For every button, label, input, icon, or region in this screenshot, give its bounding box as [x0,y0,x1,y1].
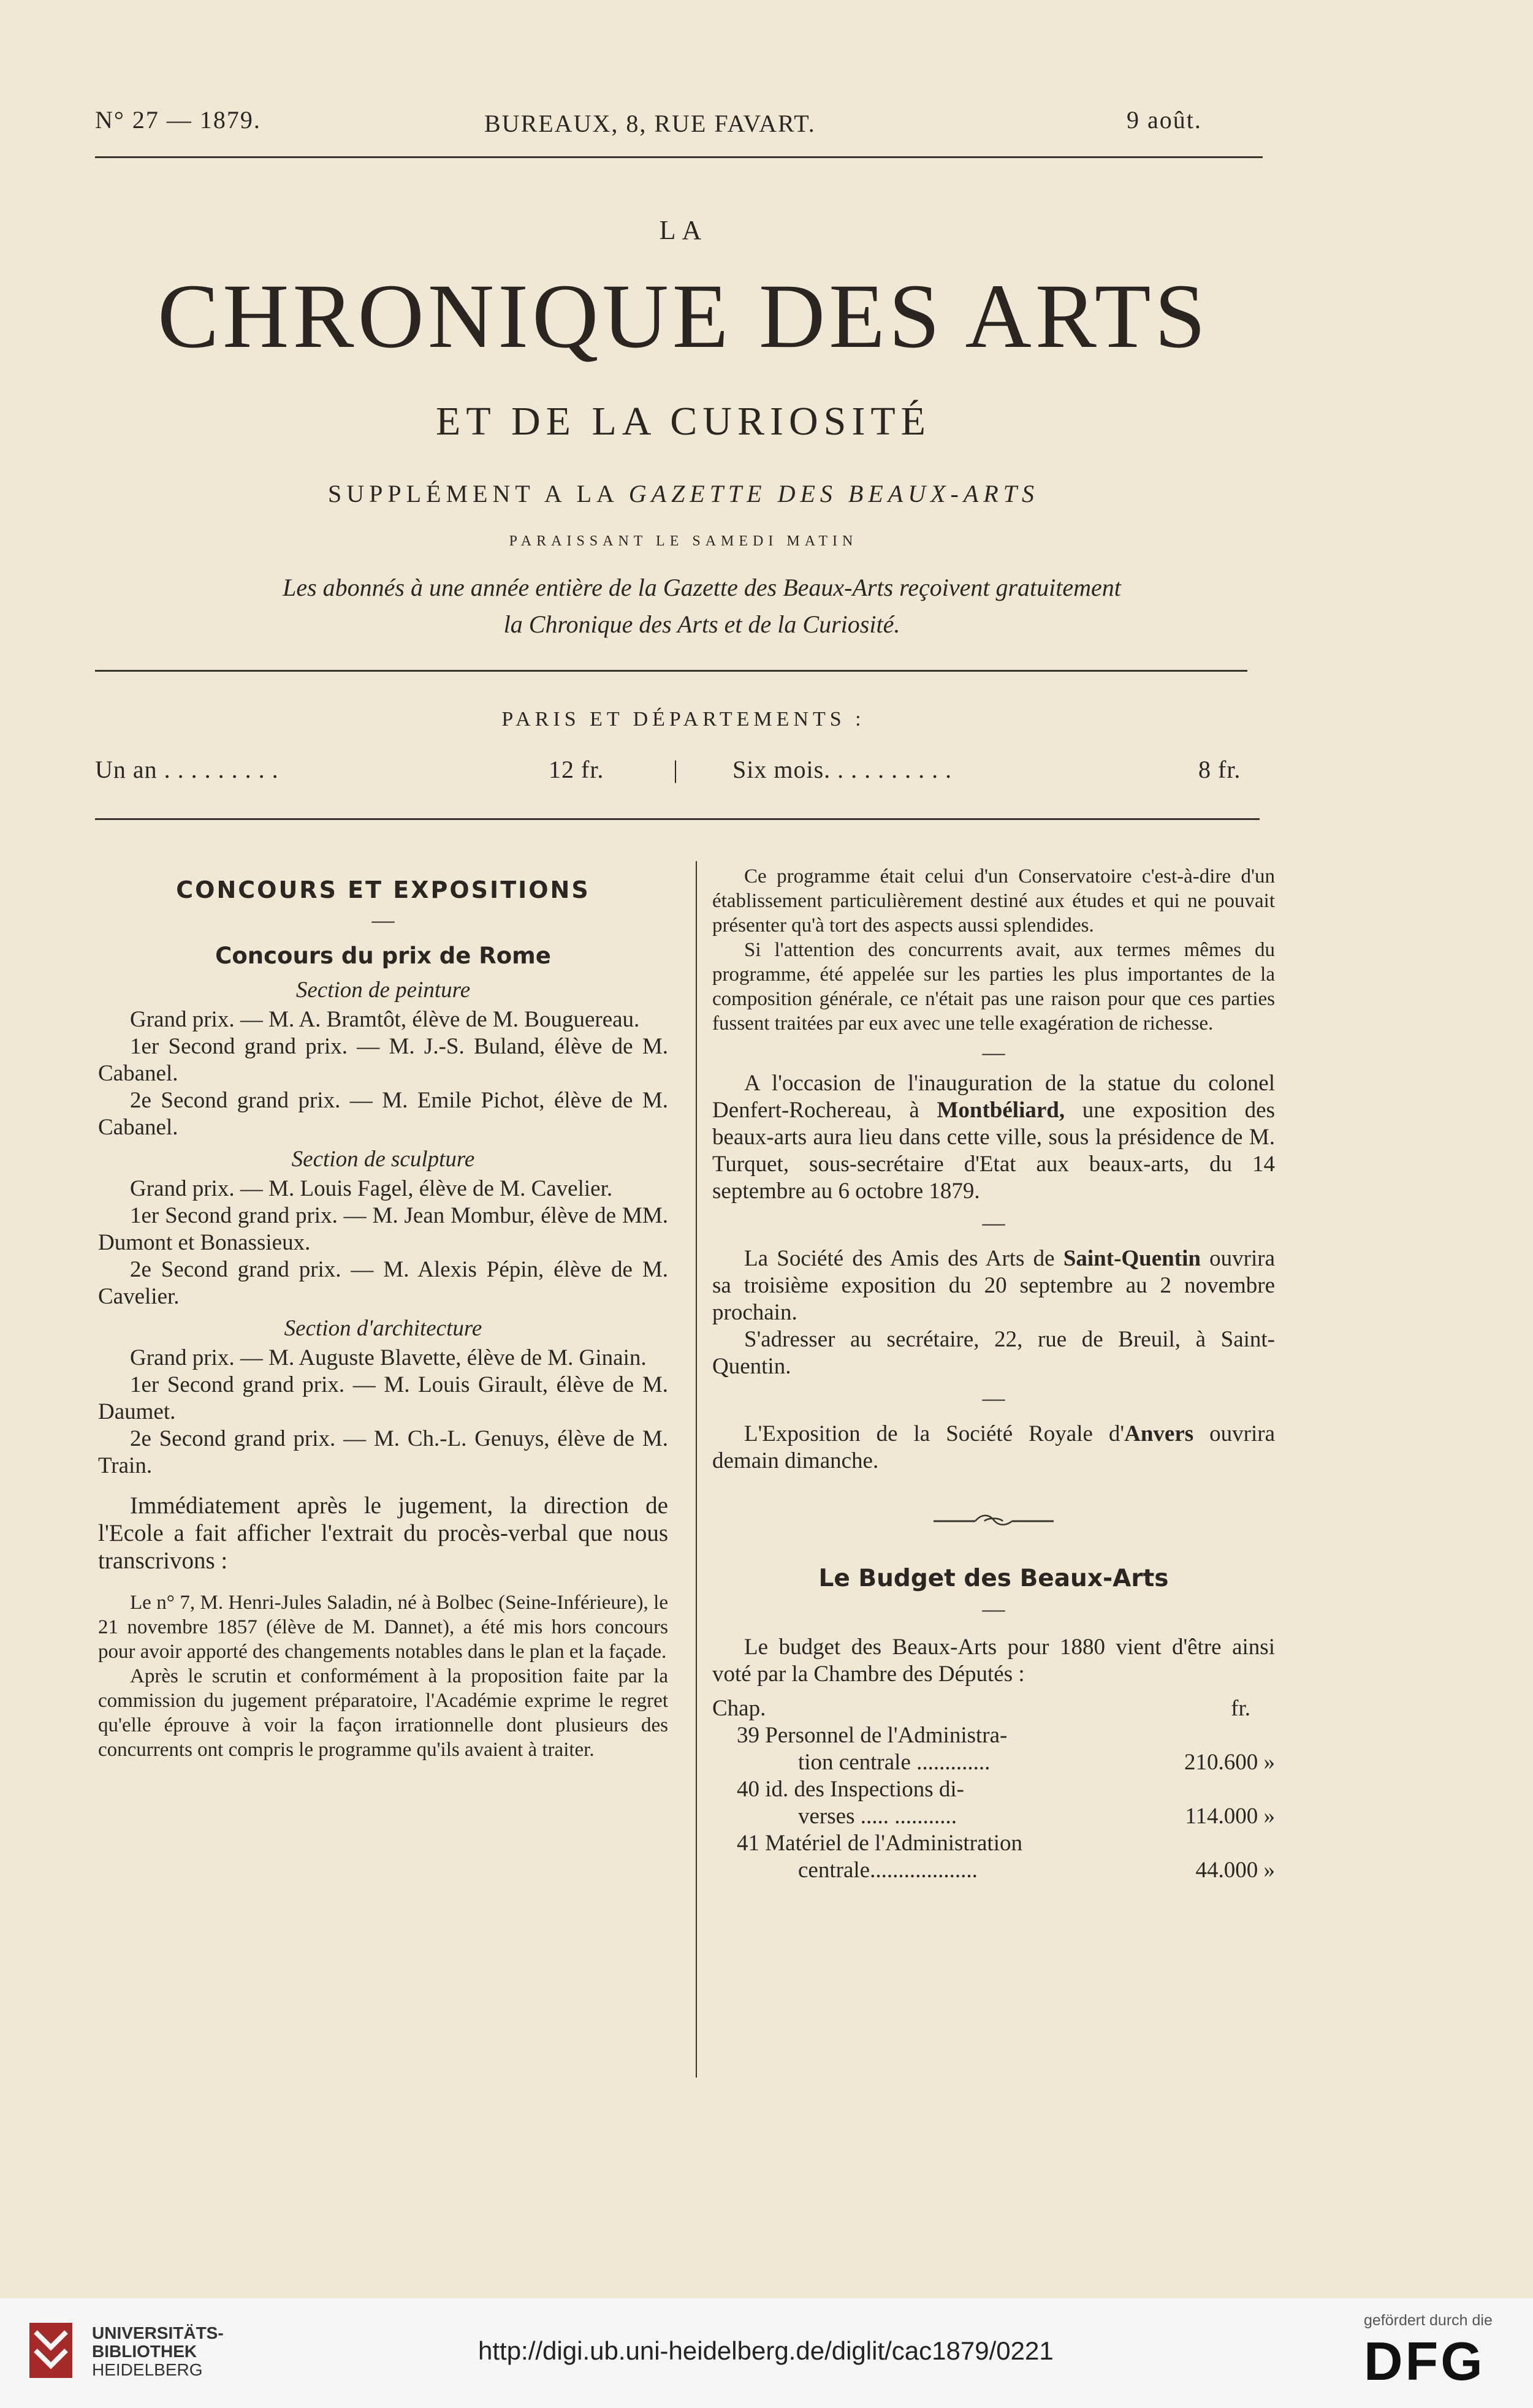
right-column [712,864,1275,1884]
award-line: 2e Second grand prix. — M. Ch.-L. Genuys, élève de M. Train. [98,1426,668,1478]
supplement-line [0,479,1367,508]
budget-chap-label: Chap. [712,1696,766,1721]
budget-item-amount: 210.600 » [1184,1750,1275,1775]
funding-note: gefördert durch die [1364,2312,1493,2329]
budget-item-label: 39 Personnel de l'Administra- [737,1723,1008,1748]
year-price: 12 fr. [549,756,604,783]
budget-item-row [712,1749,1275,1776]
paragraph-immediately: Immédiatement après le jugement, la direction de l'Ecole a fait afficher l'extrait du procès-verbal que nous transcrivons : [98,1492,668,1574]
masthead-article: LA [659,215,708,245]
publication-schedule: PARAISSANT LE SAMEDI MATIN [509,533,858,549]
left-column [98,876,668,1762]
university-line-3: HEIDELBERG [92,2360,203,2379]
ornament-divider-icon [932,1511,1055,1530]
stquentin-text-b: ouvrira sa troisième exposition du 20 septembre au 2 novembre prochain. [712,1246,1276,1325]
montbeliard-text-a: A l'occasion de l'inauguration de la statue du colonel Denfert-Rochereau, à [712,1071,1275,1123]
paragraph-saladin: Le n° 7, M. Henri-Jules Saladin, né à Bolbec (Seine-Inférieure), le 21 novembre 1857 (élève de M. Dannet), a été mis hors concours pour avoir apporté des changements notables dans le plan et la façade. [98,1592,668,1663]
montbeliard-text-b: une exposition des beaux-arts aura lieu dans cette ville, sous la présidence de M. Turquet, sous-secrétaire d'Etat aux beaux-arts, du 14 septembre au 6 octobre 1879. [712,1098,1275,1204]
separator-dash: — [982,1386,1005,1411]
paragraph-programme: Ce programme était celui d'un Conservatoire c'est-à-dire d'un établissement particulièrement destiné aux études et qui ne pouvait présenter qu'à tort des aspects aussi splendides. [712,865,1275,936]
budget-heading: Le Budget des Beaux-Arts [818,1565,1169,1592]
budget-item-label: tion centrale ............. [798,1750,991,1775]
section-title-peinture: Section de peinture [295,978,471,1003]
anvers-place: Anvers [1124,1421,1194,1446]
paragraph-attention: Si l'attention des concurrents avait, aux termes mêmes du programme, été appelée sur les parties les plus importantes de la composition générale, ce n'était pas une raison pour que ces parties fussent traitées par eux avec une telle exagération de richesse. [712,939,1275,1035]
issue-date: 9 août. [1127,106,1202,134]
award-line: Grand prix. — M. A. Bramtôt, élève de M. Bouguereau. [130,1007,640,1032]
budget-unit-label: fr. [1231,1696,1250,1721]
half-year-label: Six mois. . . . . . . . . . [732,756,953,783]
budget-item-label: 40 id. des Inspections di- [737,1777,964,1802]
university-line-1: UNIVERSITÄTS- [92,2323,224,2342]
dfg-logo: DFG [1364,2331,1485,2391]
budget-item-label: verses ..... ........... [798,1804,957,1829]
subscribers-line-2: la Chronique des Arts et de la Curiosité. [503,610,900,638]
digitization-footer [0,2298,1533,2408]
anvers-text-a: L'Exposition de la Société Royale d' [744,1421,1125,1446]
anvers-text-b: ouvrira demain dimanche. [712,1421,1275,1473]
paragraph-saint-quentin [712,1245,1275,1326]
paragraph-montbeliard [712,1070,1275,1205]
award-line: Grand prix. — M. Auguste Blavette, élève de M. Ginain. [130,1345,647,1370]
budget-item-row [712,1857,1275,1884]
budget-item [712,1830,1275,1884]
award-line: 2e Second grand prix. — M. Emile Pichot, élève de M. Cabanel. [98,1088,668,1140]
section-title-sculpture: Section de sculpture [291,1147,475,1172]
heading-dash: — [371,908,395,933]
year-label: Un an . . . . . . . . . [95,756,279,783]
stquentin-place: Saint-Quentin [1063,1246,1201,1271]
budget-item-label: 41 Matériel de l'Administration [737,1831,1022,1856]
masthead-rule [95,670,1247,672]
montbeliard-place: Montbéliard, [937,1098,1065,1123]
stquentin-text-a: La Société des Amis des Arts de [744,1246,1055,1271]
award-line: 1er Second grand prix. — M. Jean Mombur, élève de MM. Dumont et Bonassieux. [98,1203,668,1255]
masthead-title: CHRONIQUE DES ARTS [158,265,1209,367]
column-divider [696,861,697,2078]
header-rule [95,156,1263,158]
university-name [92,2324,224,2379]
pricing-heading: PARIS ET DÉPARTEMENTS : [501,708,865,731]
budget-table-header [712,1695,1275,1722]
budget-item-amount: 114.000 » [1185,1804,1275,1829]
issue-number: N° 27 — 1879. [95,106,261,134]
office-address: BUREAUX, 8, RUE FAVART. [484,110,816,137]
price-separator: | [673,756,679,783]
university-logo-icon [25,2317,80,2384]
budget-item-row [712,1803,1275,1830]
subheading-prix-de-rome: Concours du prix de Rome [215,943,551,969]
subscribers-line-1: Les abonnés à une année entière de la Gazette des Beaux-Arts reçoivent gratuitement [283,574,1121,601]
award-line: 1er Second grand prix. — M. J.-S. Buland, élève de M. Cabanel. [98,1034,668,1086]
section-title-architecture: Section d'architecture [284,1316,482,1341]
budget-item [712,1722,1275,1776]
award-line: 1er Second grand prix. — M. Louis Girault, élève de M. Daumet. [98,1372,668,1424]
paragraph-saint-quentin-address: S'adresser au secrétaire, 22, rue de Breuil, à Saint-Quentin. [712,1327,1275,1379]
budget-item-amount: 44.000 » [1195,1858,1275,1883]
separator-dash: — [982,1597,1005,1622]
half-year-price: 8 fr. [1198,756,1241,783]
separator-dash: — [982,1040,1005,1065]
separator-dash: — [982,1210,1005,1236]
budget-item-label: centrale................... [798,1858,978,1883]
award-line: 2e Second grand prix. — M. Alexis Pépin, élève de M. Cavelier. [98,1257,668,1309]
university-line-2: BIBLIOTHEK [92,2342,197,2361]
document-url[interactable]: http://digi.ub.uni-heidelberg.de/diglit/cac1879/0221 [478,2336,1054,2365]
supplement-gazette: GAZETTE DES BEAUX-ARTS [628,480,1039,507]
supplement-prefix: SUPPLÉMENT A LA [328,480,618,507]
budget-item [712,1776,1275,1830]
paragraph-anvers [712,1421,1275,1475]
masthead-subtitle: ET DE LA CURIOSITÉ [436,399,931,444]
pricing-rule [95,818,1260,820]
paragraph-scrutin: Après le scrutin et conformément à la proposition faite par la commission du jugement préparatoire, l'Académie exprime le regret qu'elle éprouve à voir la façon irrationnelle dont plusieurs des concurrents ont compris le programme qu'ils avaient à traiter. [98,1665,668,1761]
award-line: Grand prix. — M. Louis Fagel, élève de M. Cavelier. [130,1176,613,1201]
section-heading-concours: CONCOURS ET EXPOSITIONS [176,876,590,903]
budget-intro: Le budget des Beaux-Arts pour 1880 vient d'être ainsi voté par la Chambre des Députés : [712,1635,1275,1687]
